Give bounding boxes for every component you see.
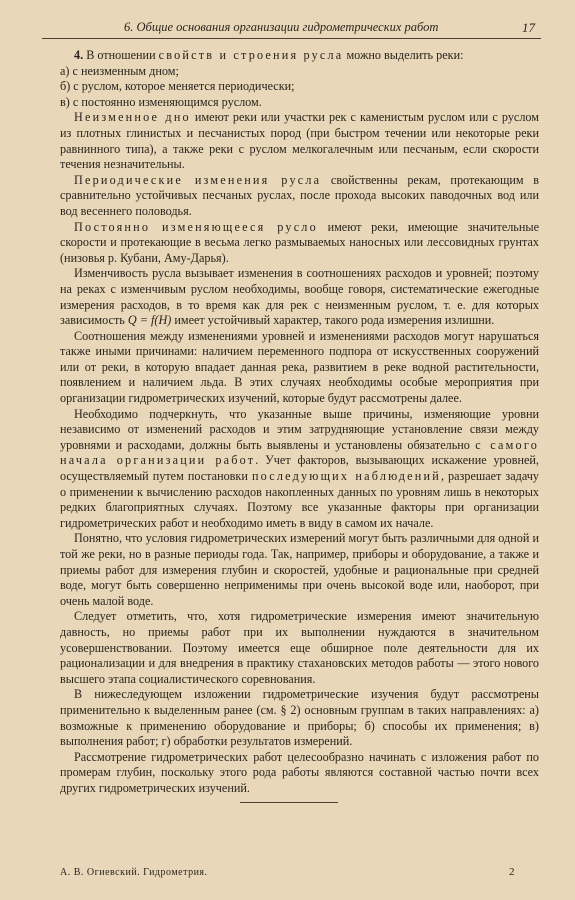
list-item: а) с неизменным дном; [60, 63, 179, 78]
variability-pre: Изменчивость русла вызывает изменения в соотношениях расходов и уровней; поэтому на реках с изменчивым руслом необходимы, вообще говоря, систематические ежегодные измерения расходов, в то время как для рек с неизменным руслом, т. е. для которых зависимость [60, 266, 539, 328]
end-rule [240, 802, 338, 803]
text-unchanging-bed: имеют реки или участки рек с каменистым руслом или с руслом из плотных глинистых и песчанистых пород (при быстром течении или некоторые реки равнинного типа), а также реки с руслом мелкогалечным или песчаным, если скорости течения незначительны. [60, 110, 539, 172]
paragraph-outline: В нижеследующем изложении гидрометрические изучения будут рассмотрены применительно к выделенным ранее (см. § 2) основным группам в таких направлениях: а) возможные к применению оборудование и приборы; б) способы их применения; в) выполнения работ; г) обработки результатов измерений. [60, 687, 539, 749]
paragraph-relations: Соотношения между изменениями уровней и изменениями расходов могут нарушаться также иными причинами: наличием переменного подпора от искусственных сооружений или от реки, в которую впадает данная река, развитием в реке водной растительности, появлением и наличием льда. В этих случаях необходимы особые мероприятия при организации гидрометрических изучений, которые будут рассмотрены далее. [60, 328, 539, 406]
emphasis-pre: Необходимо подчеркнуть, что указанные выше причины, изменяющие уровни независимо от изменений расходов и этим затрудняющие установление связи между уровнями и расходами, должны быть выявлены и установлены обязательно [60, 406, 539, 452]
formula: Q = f(H) [127, 313, 172, 328]
variability-post: имеет устойчивый характер, такого рода измерения излишни. [171, 313, 495, 328]
text-periodic-changes: свойственны рекам, протекающим в сравнительно устойчивых песчаных руслах, после прохода высоких паводочных вод или вод весеннего половодья. [60, 172, 539, 218]
term-unchanging-bed: Неизменное дно [74, 110, 191, 125]
page-number: 17 [522, 20, 535, 35]
signature-number: 2 [509, 866, 515, 878]
footer-signature: А. В. Огиевский. Гидрометрия. [60, 867, 208, 878]
paragraph-constant-changes [60, 220, 539, 267]
term-constant-changes: Постоянно изменяющееся русло [74, 219, 318, 234]
running-header [42, 16, 541, 39]
paragraph-periodic-changes [60, 173, 539, 220]
term-periodic-changes: Периодические изменения русла [74, 172, 322, 187]
running-title: 6. Общие основания организации гидрометрических работ [124, 20, 439, 34]
text-constant-changes: имеют реки, имеющие значительные скорости и протекающие в весьма легко размываемых наносных или лессовидных грунтах (низовья р. Кубани, Аму-Дарья). [60, 219, 539, 265]
emphasis-spaced-2: последующих наблюдений [251, 469, 441, 484]
paragraph-improvement: Следует отметить, что, хотя гидрометрические измерения имеют значительную давность, но приемы работ при их выполнении нуждаются в значительном усовершенствовании. Поэтому имеется еще обширное поле деятельности для их рационализации и для внедрения в практику стахановских методов работы — этого нового высшего этапа социалистического соревнования. [60, 609, 539, 686]
intro-post: можно выделить реки: [343, 48, 464, 62]
paragraph-emphasis [60, 407, 539, 532]
paragraph-conditions: Понятно, что условия гидрометрических измерений могут быть различными для одной и той же реки, но в разные периоды года. Так, например, приборы и оборудование, а также и приемы работ для измерения глубин и скоростей, удобные и рациональные при средней воде, могут быть совершенно неприменимы при очень высокой воде или, наоборот, при очень малой воде. [60, 531, 539, 608]
paragraph-intro [60, 48, 539, 64]
footer [60, 867, 515, 878]
section-number: 4. [74, 48, 84, 62]
list-item: в) с постоянно изменяющимся руслом. [60, 94, 262, 109]
body-text [60, 48, 539, 797]
emphasis-mid: . Учет факторов, вызывающих искажение уровней, осуществляемый путем постановки [60, 453, 539, 484]
intro-spaced: свойств и строения русла [158, 48, 344, 62]
paragraph-depth-soundings: Рассмотрение гидрометрических работ целесообразно начинать с изложения работ по промерам глубин, поскольку этого рода работы являются составной частью почти всех других гидрометрических изучений. [60, 749, 539, 795]
emphasis-post: , разрешает задачу о применении к вычислению расходов накопленных данных по уровням лишь в некоторых редких благоприятных случаях. Поэтому все указанные факторы при организации гидрометрических работ и необходимо иметь в виду в самом их начале. [60, 469, 540, 530]
list-item: б) с руслом, которое меняется периодически; [60, 79, 295, 94]
emphasis-spaced-1: с самого начала организации работ [60, 437, 540, 468]
intro-pre: В отношении [83, 48, 159, 62]
paragraph-unchanging-bed [60, 110, 539, 172]
paragraph-variability [60, 266, 539, 328]
